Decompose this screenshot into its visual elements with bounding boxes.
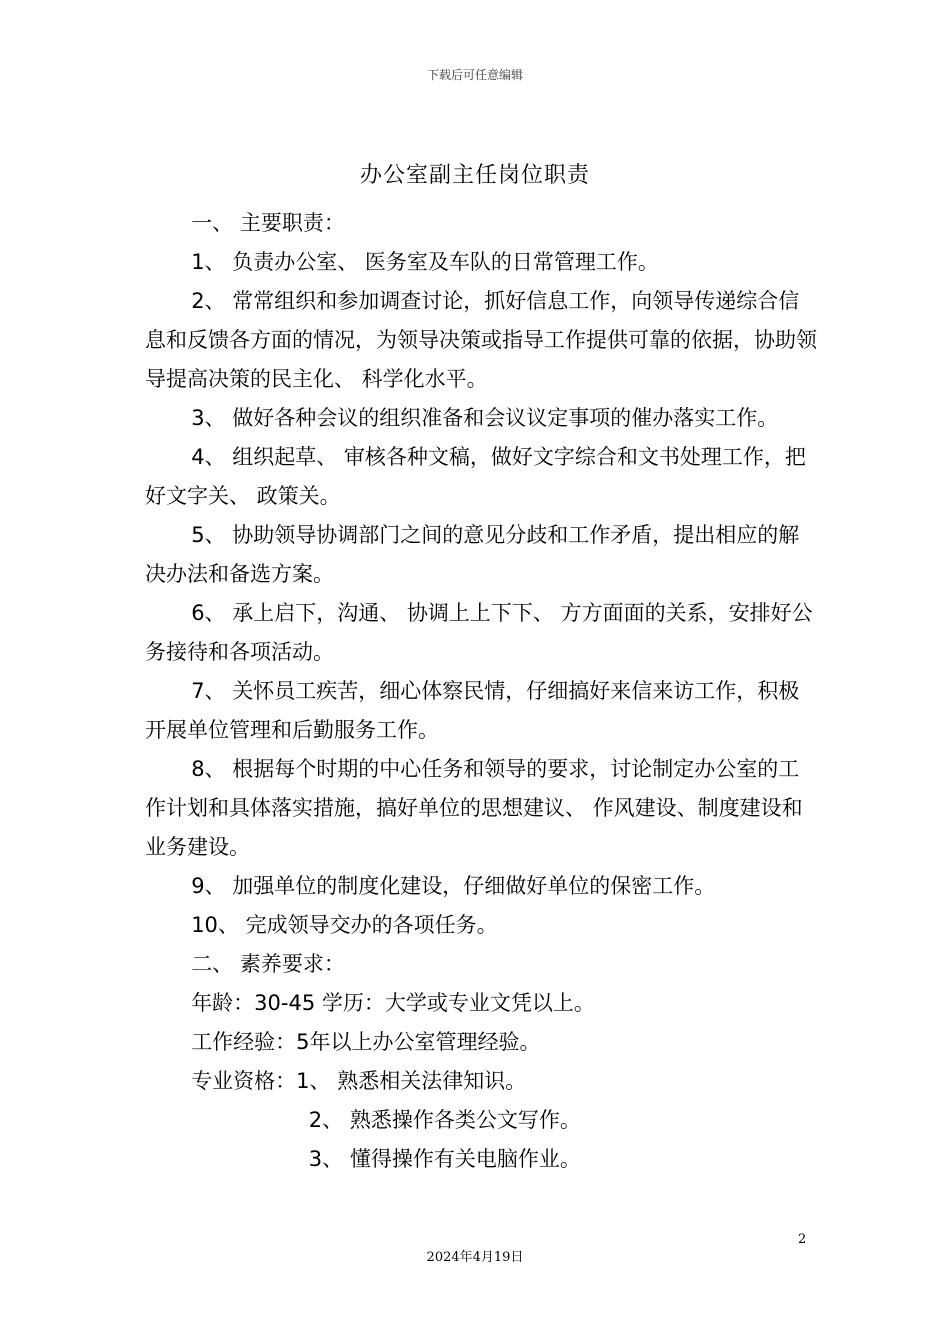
header-note: 下载后可任意编辑 bbox=[426, 68, 523, 82]
page-title: 办公室副主任岗位职责 bbox=[359, 163, 590, 188]
duty-item: 6、 承上启下，沟通、 协调上上下下、 方方面面的关系，安排好公务接待和各项活动。 bbox=[145, 601, 813, 664]
section-heading-requirements: 二、 素养要求： bbox=[191, 952, 345, 976]
requirement-qualification: 专业资格：1、 熟悉相关法律知识。 bbox=[191, 1069, 527, 1093]
duty-item: 9、 加强单位的制度化建设，仔细做好单位的保密工作。 bbox=[191, 874, 716, 898]
duty-item: 5、 协助领导协调部门之间的意见分歧和工作矛盾，提出相应的解决办法和备选方案。 bbox=[145, 523, 800, 586]
footer-date: 2024年4月19日 bbox=[426, 1250, 524, 1265]
duty-item: 1、 负责办公室、 医务室及车队的日常管理工作。 bbox=[191, 250, 659, 274]
duty-item: 8、 根据每个时期的中心任务和领导的要求，讨论制定办公室的工作计划和具体落实措施，搞好单位的思想建议、 作风建设、制度建设和业务建设。 bbox=[145, 757, 803, 859]
document-body bbox=[145, 204, 817, 1179]
page-number: 2 bbox=[798, 1232, 807, 1247]
requirement-experience: 工作经验：5年以上办公室管理经验。 bbox=[191, 1030, 541, 1054]
qualification-sub-item: 3、 懂得操作有关电脑作业。 bbox=[308, 1147, 581, 1171]
qualification-sub-item: 2、 熟悉操作各类公文写作。 bbox=[308, 1108, 581, 1132]
duty-item: 3、 做好各种会议的组织准备和会议议定事项的催办落实工作。 bbox=[191, 406, 779, 430]
duty-item: 10、 完成领导交办的各项任务。 bbox=[191, 913, 498, 937]
duty-item: 2、 常常组织和参加调查讨论，抓好信息工作，向领导传递综合信息和反馈各方面的情况，为领导决策或指导工作提供可靠的依据，协助领导提高决策的民主化、 科学化水平。 bbox=[145, 289, 817, 391]
duty-item: 7、 关怀员工疾苦，细心体察民情，仔细搞好来信来访工作，积极开展单位管理和后勤服务工作。 bbox=[145, 679, 800, 742]
requirement-age-education: 年龄：30-45 学历：大学或专业文凭以上。 bbox=[191, 991, 595, 1015]
duty-item: 4、 组织起草、 审核各种文稿，做好文字综合和文书处理工作，把好文字关、 政策关。 bbox=[145, 445, 806, 508]
section-heading-duties: 一、 主要职责： bbox=[191, 211, 345, 235]
